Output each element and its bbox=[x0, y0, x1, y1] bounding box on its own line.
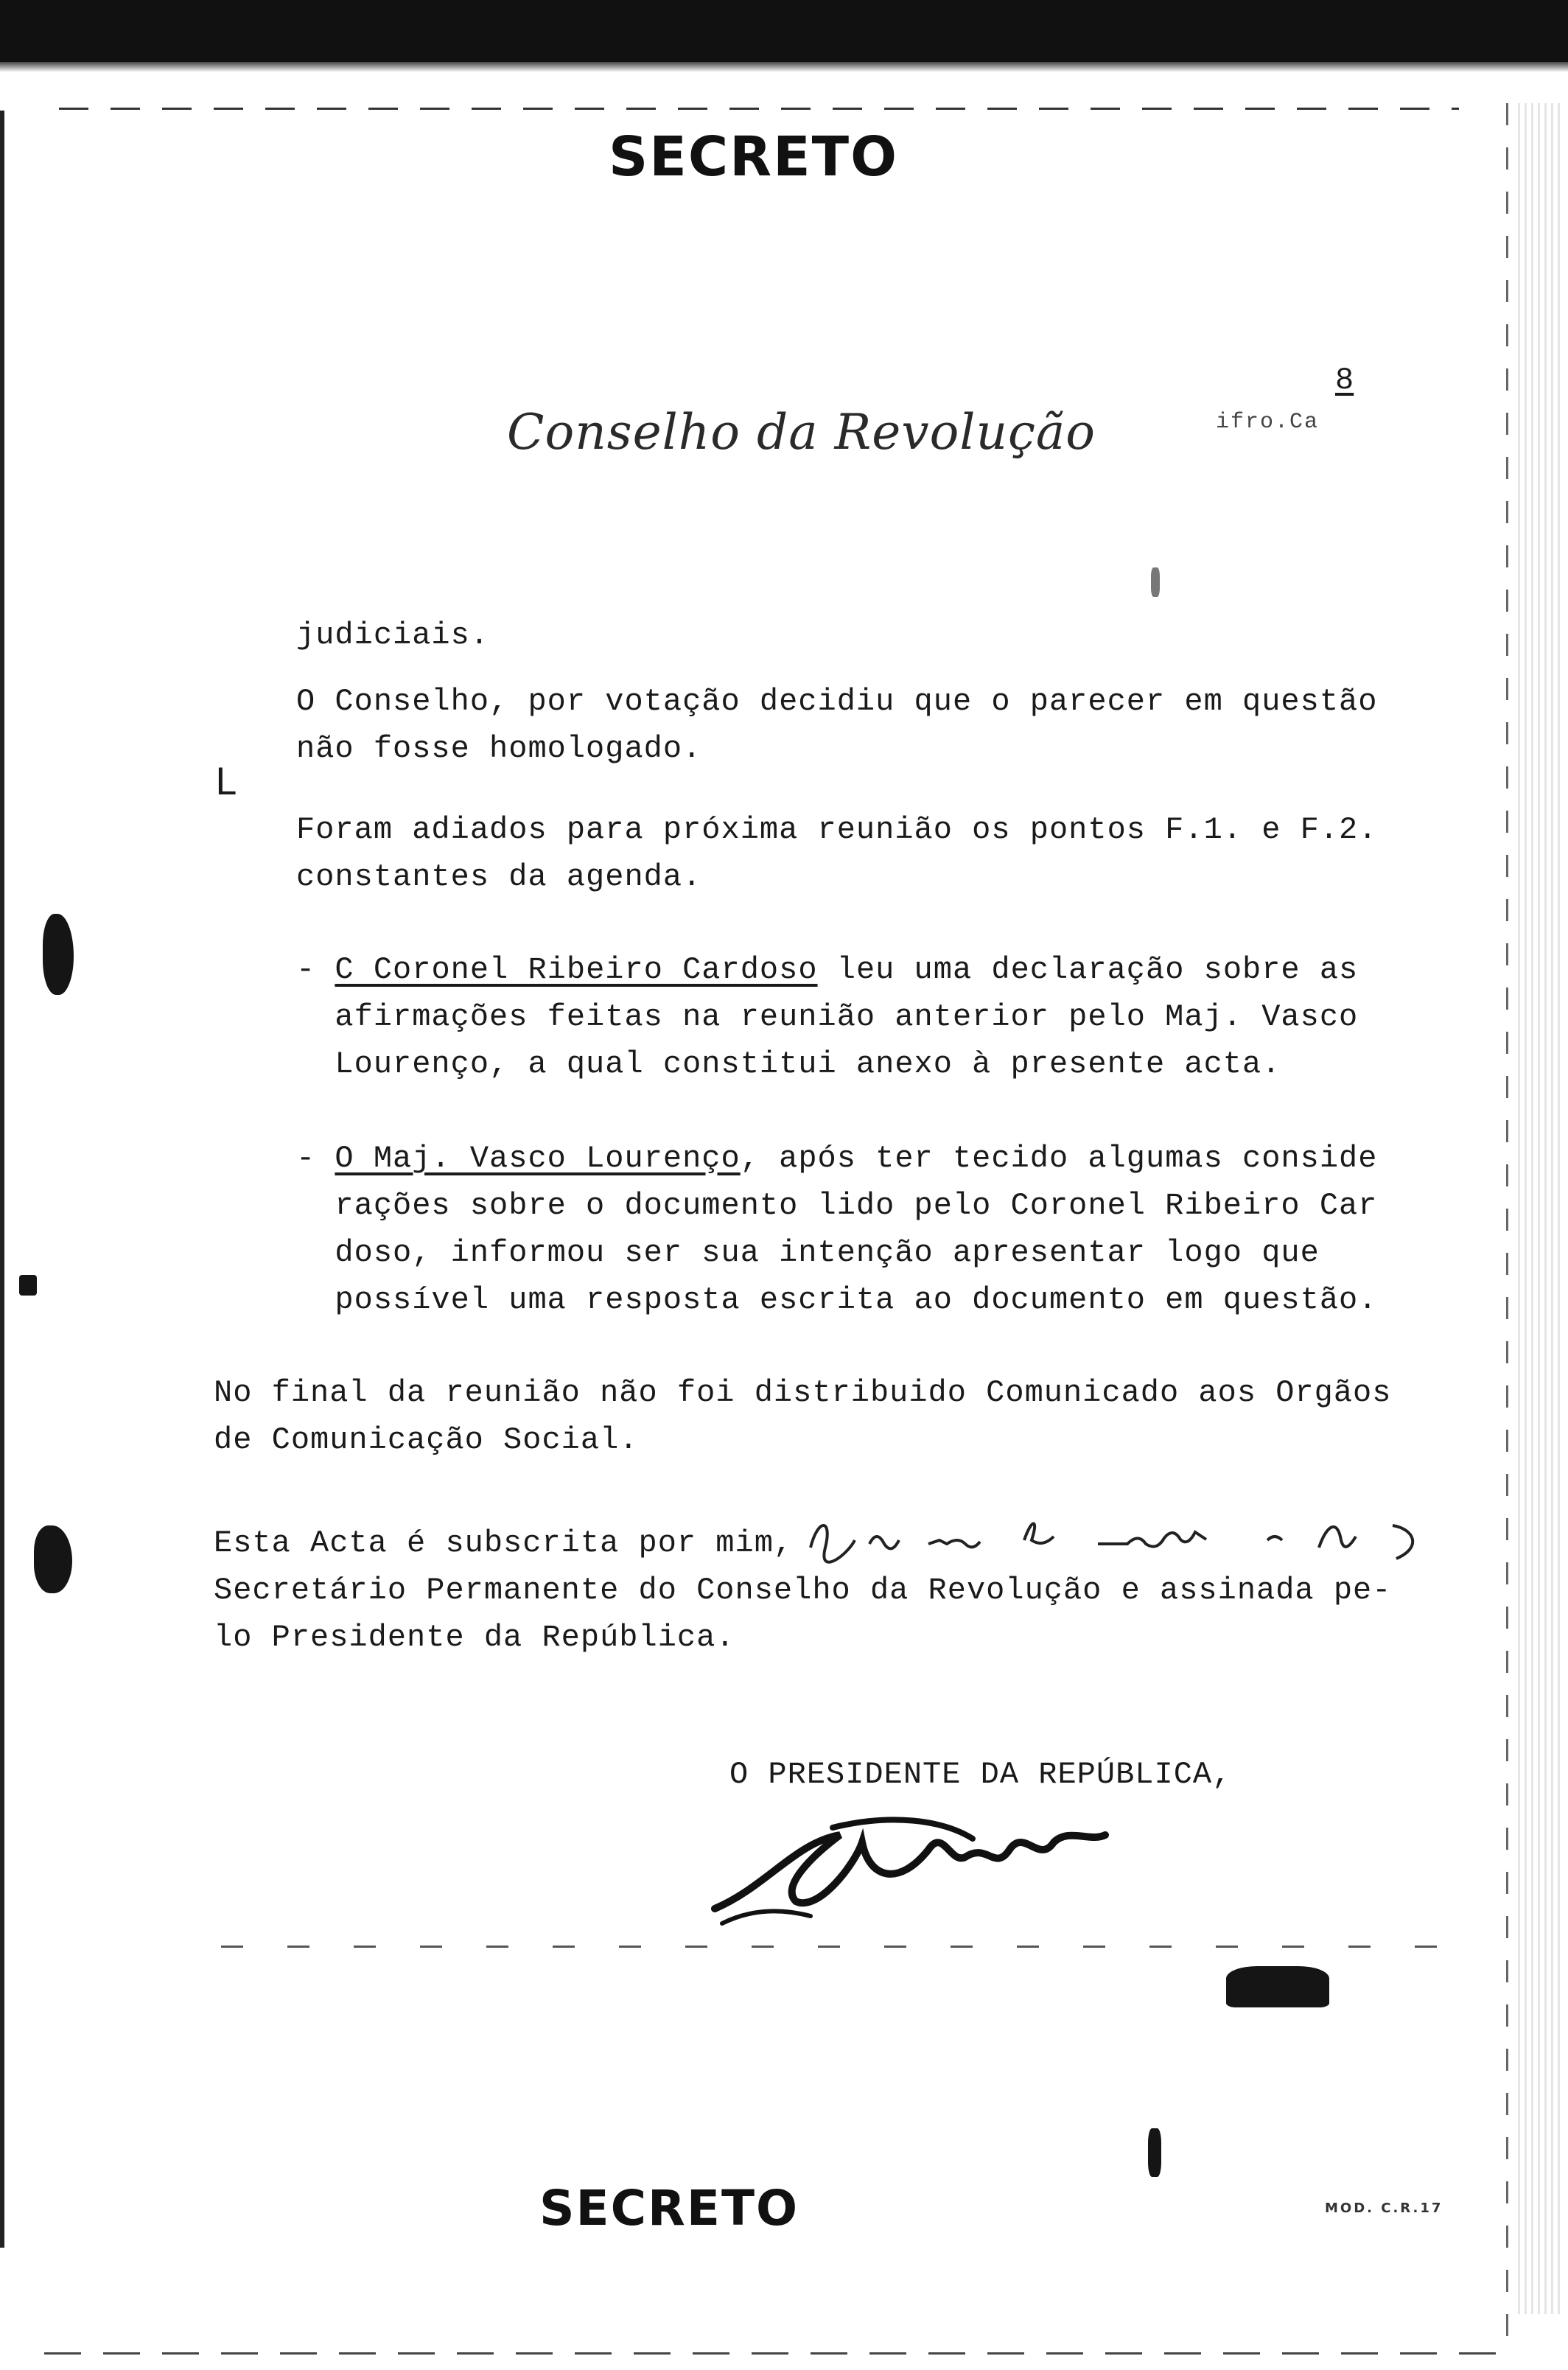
scan-left-edge bbox=[0, 111, 4, 2248]
scan-right-texture bbox=[1518, 103, 1562, 2314]
paragraph-conselho-decision: O Conselho, por votação decidiu que o parecer em questão não fosse homologado. bbox=[296, 684, 1378, 766]
paragraph-acta-signed: Esta Acta é subscrita por mim, Secretário Permanente do Conselho da Revolução e assinada pe- lo Presidente da República. bbox=[214, 1525, 1392, 1655]
form-code: MOD. C.R.17 bbox=[1325, 2201, 1443, 2216]
scan-ink-blot bbox=[1226, 1966, 1329, 2007]
margin-mark: L bbox=[215, 761, 236, 803]
scan-top-border bbox=[0, 0, 1568, 62]
paragraph-judiciais: judiciais. bbox=[296, 618, 490, 653]
person-name-coronel: C Coronel Ribeiro Cardoso bbox=[335, 952, 818, 988]
scan-noise-line bbox=[221, 1946, 1474, 1948]
paragraph-text: leu uma declaração sobre as afirmações feitas na reunião anterior pelo Maj. Vasco Lourenço, a qual constitui anexo à presente acta. bbox=[335, 952, 1359, 1082]
paragraph-text: , após ter tecido algumas conside rações sobre o documento lido pelo Coronel Ribeiro Car doso, informou ser sua intenção apresentar logo que possível uma resposta escrita ao documento em questão. bbox=[335, 1141, 1378, 1318]
classification-stamp-top: SECRETO bbox=[609, 125, 899, 189]
letterhead: Conselho da Revolução bbox=[507, 404, 1096, 461]
scan-ink-blot bbox=[1151, 567, 1160, 597]
paragraph-no-communique: No final da reunião não foi distribuido Comunicado aos Orgãos de Comunicação Social. bbox=[214, 1375, 1392, 1458]
scan-noise-line bbox=[59, 108, 1459, 110]
president-title: O PRESIDENTE DA REPÚBLICA, bbox=[729, 1757, 1232, 1792]
page-reference: ifro.Ca bbox=[1216, 410, 1320, 435]
scan-ink-blot bbox=[34, 1525, 72, 1593]
secretary-signature bbox=[803, 1503, 1466, 1570]
classification-stamp-bottom: SECRETO bbox=[539, 2180, 799, 2237]
scan-ink-blot bbox=[43, 914, 74, 995]
scan-noise-line bbox=[44, 2352, 1518, 2355]
paragraph-vasco-response bbox=[296, 1135, 1377, 1324]
person-name-vasco: O Maj. Vasco Lourenço bbox=[335, 1141, 741, 1176]
president-signature bbox=[707, 1798, 1164, 1931]
paragraph-coronel-declaration bbox=[296, 946, 1358, 1088]
bullet-dash: - bbox=[296, 952, 335, 988]
page-number: 8 bbox=[1335, 363, 1354, 398]
scan-right-edge bbox=[1506, 103, 1508, 2351]
bullet-dash: - bbox=[296, 1141, 335, 1176]
scan-ink-blot bbox=[1148, 2128, 1161, 2177]
scan-top-shadow bbox=[0, 62, 1568, 72]
paragraph-postponed-items: Foram adiados para próxima reunião os pontos F.1. e F.2. constantes da agenda. bbox=[296, 812, 1378, 895]
scan-ink-blot bbox=[19, 1275, 37, 1296]
